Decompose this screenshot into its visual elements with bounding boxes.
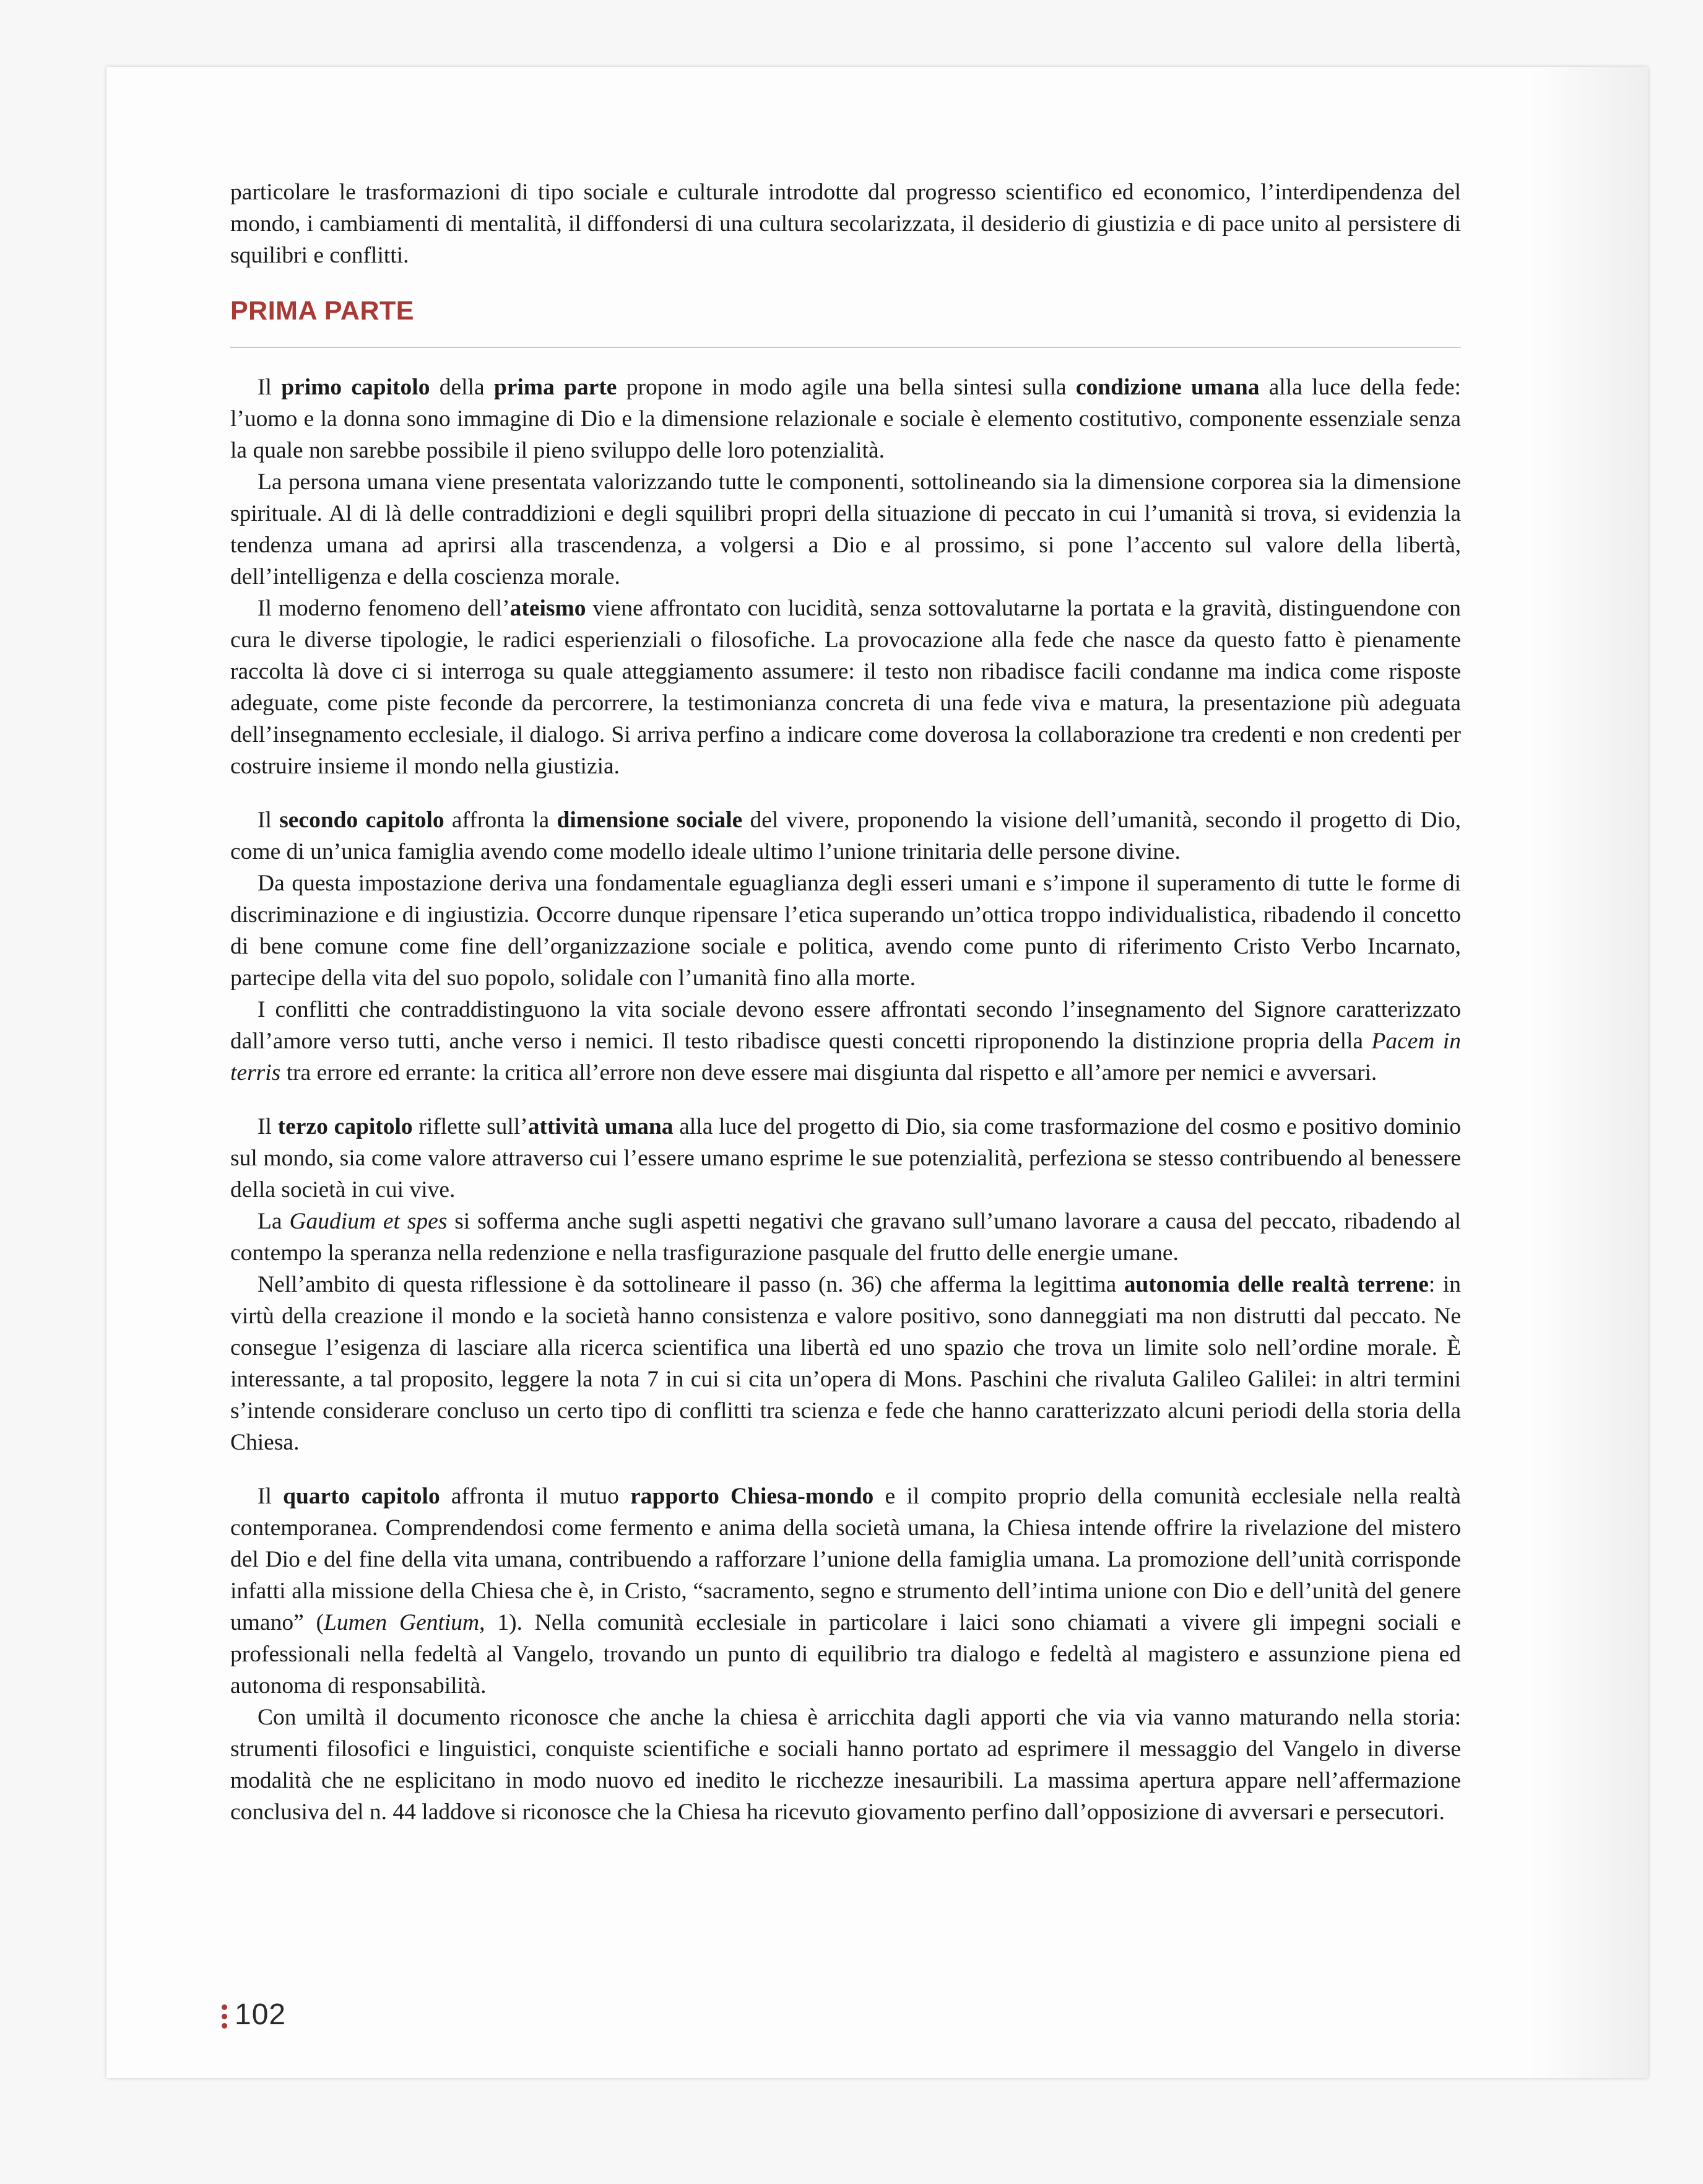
paragraph-quarto-capitolo: Il quarto capitolo affronta il mutuo rapporto Chiesa-mondo e il compito proprio della comunità ecclesiale nella realtà contemporanea. Comprendendosi come fermento e anima della società umana, la Chiesa intende offrire la rivelazione del mistero del Dio e del fine della vita umana, contribuendo a rafforzare l’unione della famiglia umana. La promozione dell’unità corrisponde infatti alla missione della Chiesa che è, in Cristo, “sacramento, segno e strumento dell’intima unione con Dio e dell’unità del genere umano” (Lumen Gentium, 1). Nella comunità ecclesiale in particolare i laici sono chiamati a vivere gli impegni sociali e professionali nella fedeltà al Vangelo, trovando un punto di equilibrio tra dialogo e fedeltà al magistero e assunzione piena ed autonoma di responsabilità. xyxy=(230,1484,1461,1699)
paragraph-secondo-capitolo: Il secondo capitolo affronta la dimensione sociale del vivere, proponendo la visione dell’umanità, secondo il progetto di Dio, come di un’unica famiglia avendo come modello ideale ultimo l’unione trinitaria delle persone divine. xyxy=(230,807,1461,864)
page-number: 102 xyxy=(235,1998,287,2031)
paragraph-primo-capitolo: Il primo capitolo della prima parte propone in modo agile una bella sintesi sulla condizione umana alla luce della fede: l’uomo e la donna sono immagine di Dio e la dimensione relazionale e sociale è elemento costitutivo, componente essenziale senza la quale non sarebbe possibile il pieno sviluppo delle loro potenzialità. xyxy=(230,375,1461,463)
paragraph-eguaglianza: Da questa impostazione deriva una fondamentale eguaglianza degli esseri umani e s’impone il superamento di tutte le forme di discriminazione e di ingiustizia. Occorre dunque ripensare l’etica superando un’ottica troppo individualistica, ribadendo il concetto di bene comune come fine dell’organizzazione sociale e politica, avendo come punto di riferimento Cristo Verbo Incarnato, partecipe della vita del suo popolo, solidale con l’umanità fino alla morte. xyxy=(230,871,1461,991)
paragraph-persona-umana: La persona umana viene presentata valorizzando tutte le componenti, sottolineando sia la dimensione corporea sia la dimensione spirituale. Al di là delle contraddizioni e degli squilibri propri della situazione di peccato in cui l’umanità si trova, si evidenzia la tendenza umana ad aprirsi alla trascendenza, a volgersi a Dio e al prossimo, si pone l’accento sul valore della libertà, dell’intelligenza e della coscienza morale. xyxy=(230,469,1461,590)
paragraph-autonomia: Nell’ambito di questa riflessione è da sottolineare il passo (n. 36) che afferma la legittima autonomia delle realtà terrene: in virtù della creazione il mondo e la società hanno consistenza e valore positivo, sono danneggiati ma non distrutti dal peccato. Ne consegue l’esigenza di lasciare alla ricerca scientifica una libertà ed uno spazio che trova un limite solo nell’ordine morale. È interessante, a tal proposito, leggere la nota 7 in cui si cita un’opera di Mons. Paschini che rivaluta Galileo Galilei: in altri termini s’intende considerare concluso un certo tipo di conflitti tra scienza e fede che hanno caratterizzato alcuni periodi della storia della Chiesa. xyxy=(230,1272,1461,1455)
paragraph-terzo-capitolo: Il terzo capitolo riflette sull’attività umana alla luce del progetto di Dio, sia come trasformazione del cosmo e positivo dominio sul mondo, sia come valore attraverso cui l’essere umano esprime le sue potenzialità, perfeziona se stesso contribuendo al benessere della società in cui vive. xyxy=(230,1114,1462,1203)
paragraph-ateismo: Il moderno fenomeno dell’ateismo viene affrontato con lucidità, senza sottovalutarne la portata e la gravità, distinguendone con cura le diverse tipologie, le radici esperienziali o filosofiche. La provocazione alla fede che nasce da questo fatto è pienamente raccolta là dove ci si interroga su quale atteggiamento assumere: il testo non ribadisce facili condanne ma indica come risposte adeguate, come piste feconde da percorrere, la testimonianza concreta di una fede viva e matura, la presentazione più adeguata dell’insegnamento ecclesiale, il dialogo. Si arriva perfino a indicare come doverosa la collaborazione tra credenti e non credenti per costruire insieme il mondo nella giustizia. xyxy=(230,596,1461,779)
page-folio xyxy=(222,1998,286,2032)
paragraph-conflitti: I conflitti che contraddistinguono la vita sociale devono essere affrontati secondo l’insegnamento del Signore caratterizzato dall’amore verso tutti, anche verso i nemici. Il testo ribadisce questi concetti riproponendo la distinzione propria della Pacem in terris tra errore ed errante: la critica all’errore non deve essere mai disgiunta dal rispetto e all’amore per nemici e avversari. xyxy=(230,997,1462,1085)
section-heading: PRIMA PARTE xyxy=(230,296,1461,348)
folio-dots-icon xyxy=(222,2001,227,2029)
paragraph-umilta: Con umiltà il documento riconosce che anche la chiesa è arricchita dagli apporti che via via vanno maturando nella storia: strumenti filosofici e linguistici, conquiste scientifiche e sociali hanno portato ad esprimere il messaggio del Vangelo in diverse modalità che ne esplicitano in modo nuovo ed inedito le ricchezze inesauribili. La massima apertura appare nell’affermazione conclusiva del n. 44 laddove si riconosce che la Chiesa ha ricevuto giovamento perfino dall’opposizione di avversari e persecutori. xyxy=(230,1705,1461,1825)
page-shadow xyxy=(1529,67,1648,2078)
intro-paragraph: particolare le trasformazioni di tipo sociale e culturale introdotte dal progresso scientifico ed economico, l’interdipendenza del mondo, i cambiamenti di mentalità, il diffondersi di una cultura secolarizzata, il desiderio di giustizia e di pace unito al persistere di squilibri e conflitti. xyxy=(230,180,1461,268)
paragraph-gaudium-et-spes: La Gaudium et spes si sofferma anche sugli aspetti negativi che gravano sull’umano lavorare a causa del peccato, ribadendo al contempo la speranza nella redenzione e nella trasfigurazione pasquale del frutto delle energie umane. xyxy=(230,1209,1462,1266)
page-body xyxy=(230,176,1461,1828)
